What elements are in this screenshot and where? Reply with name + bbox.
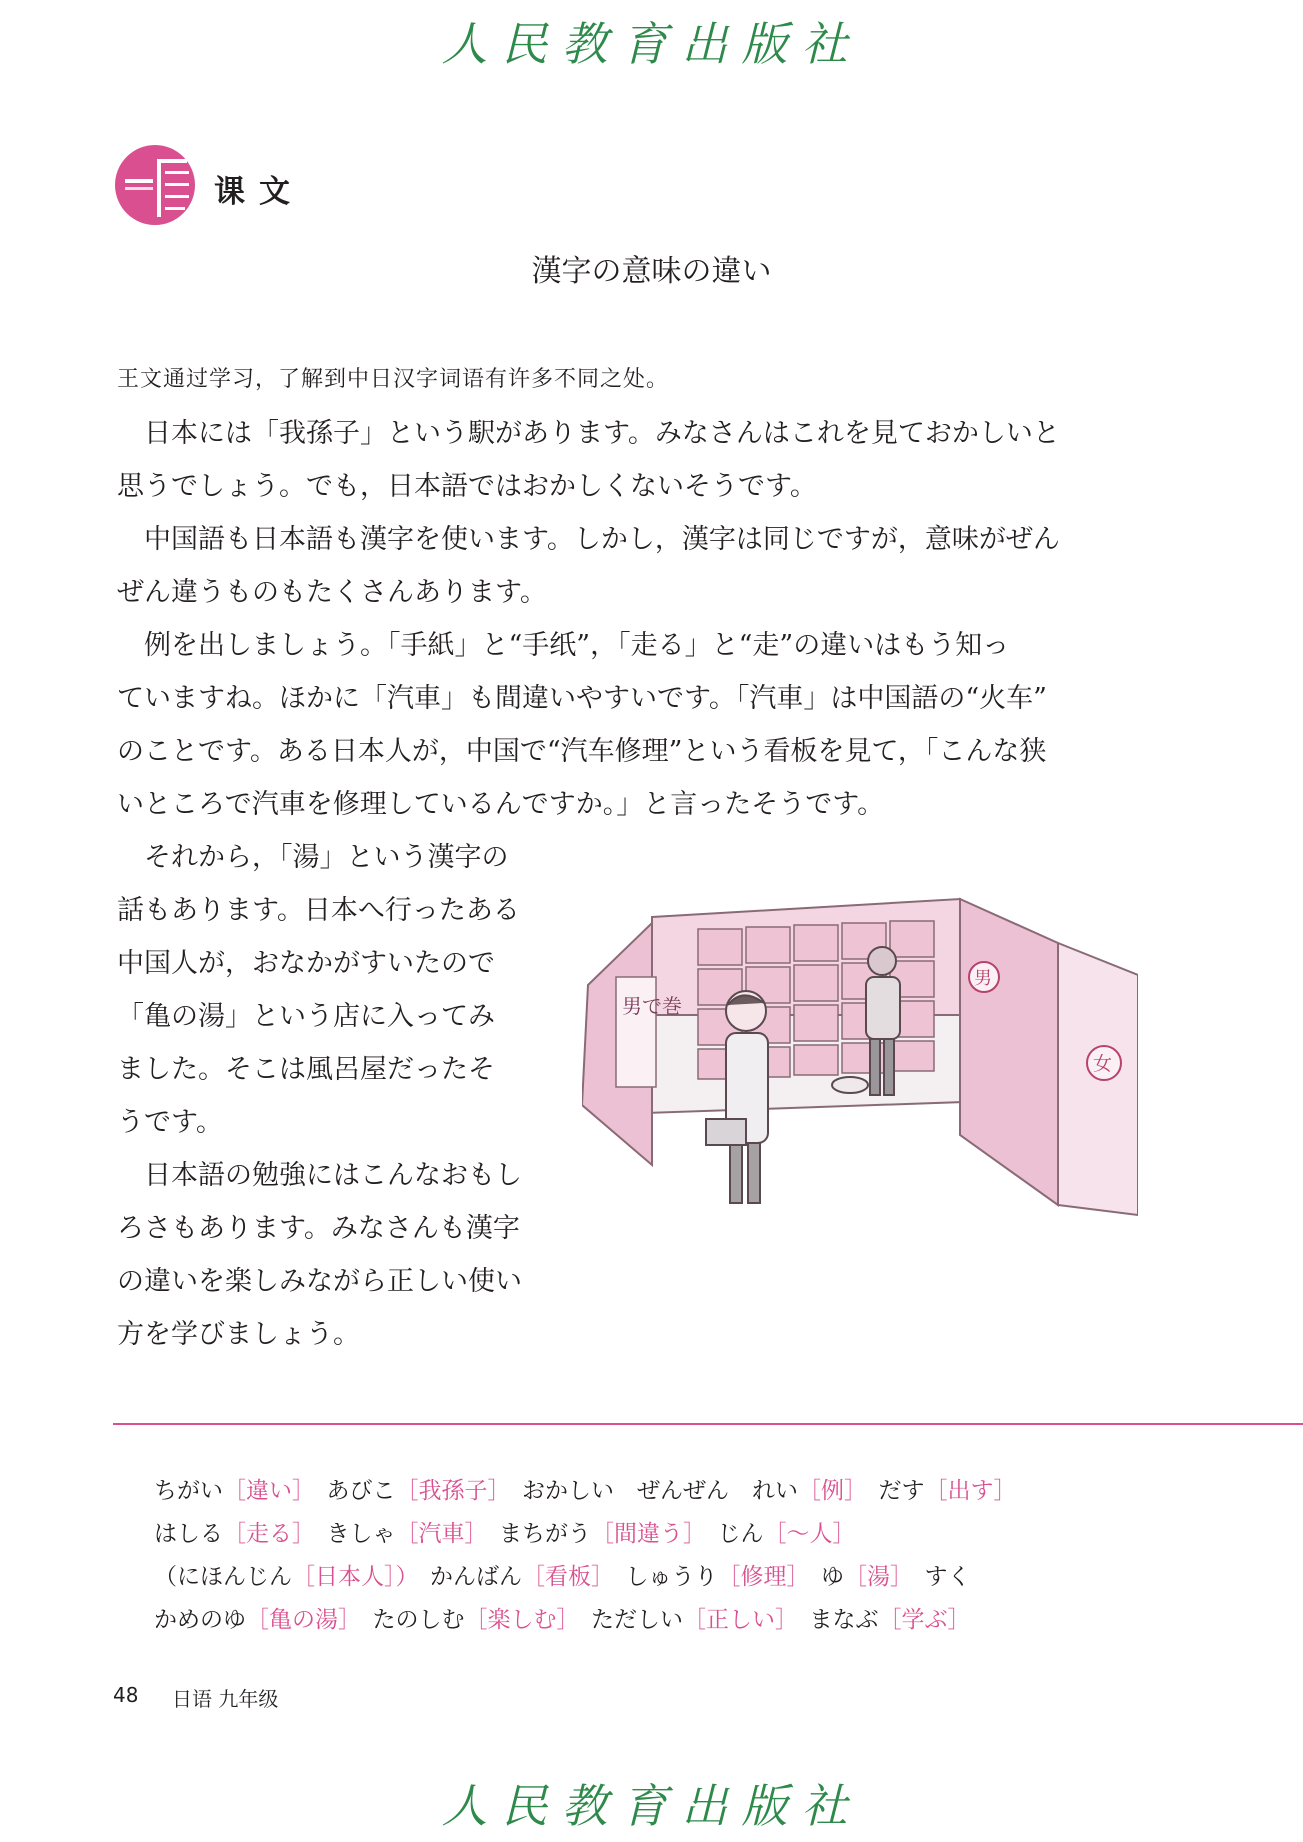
vocab-reading: まちがう	[499, 1521, 591, 1547]
vocab-kanji: ［走る］	[223, 1521, 304, 1547]
vocab-kanji: ［例］	[798, 1478, 856, 1504]
vocab-kanji: ［湯］	[844, 1564, 902, 1590]
vocab-row	[154, 1558, 971, 1591]
vocab-reading: ちがい	[154, 1478, 223, 1504]
vocab-row	[154, 1601, 971, 1634]
publisher-header: 人民教育出版社	[441, 17, 862, 71]
female-sign: 女	[1093, 1053, 1113, 1075]
text-line: 話もあります。日本へ行ったある	[117, 895, 520, 926]
vocab-kanji: ［学ぶ］	[878, 1607, 971, 1633]
lesson-title: 漢字の意味の違い	[531, 254, 772, 289]
text-line: 日本には「我孫子」という駅があります。みなさんはこれを見ておかしいと	[117, 418, 1060, 449]
text-line: のことです。ある日本人が，中国で“汽车修理”という看板を見て，「こんな狭	[117, 736, 1047, 767]
text-line: 中国人が，おなかがすいたので	[117, 948, 495, 979]
lesson-intro: 王文通过学习，了解到中日汉字词语有许多不同之处。	[117, 367, 670, 392]
page-number: 48	[113, 1683, 139, 1707]
vocab-reading: （にほんじん	[154, 1564, 292, 1590]
vocab-row	[154, 1515, 856, 1548]
publisher-footer: 人民教育出版社	[441, 1779, 862, 1833]
vocab-reading: しゅうり	[625, 1564, 718, 1590]
vocab-kanji: ［修理］	[717, 1564, 798, 1590]
vocab-kanji: ［我孫子］	[395, 1478, 499, 1504]
text-line: 「亀の湯」という店に入ってみ	[117, 1001, 495, 1032]
vocab-row	[154, 1472, 1017, 1505]
vocab-reading: じん	[717, 1521, 764, 1547]
vocab-reading: だす	[878, 1478, 925, 1504]
text-line: ていますね。ほかに「汽車」も間違いやすいです。「汽車」は中国語の“火车”	[117, 683, 1047, 714]
text-line: 日本語の勉強にはこんなおもし	[117, 1160, 522, 1191]
text-line: の違いを楽しみながら正しい使い	[117, 1266, 522, 1297]
vocab-kanji: ［～人］	[763, 1521, 856, 1547]
vocab-kanji: ［看板］	[522, 1564, 603, 1590]
vocab-kanji: ［正しい］	[683, 1607, 787, 1633]
vocab-reading: はしる	[154, 1521, 223, 1547]
text-line: 中国語も日本語も漢字を使います。しかし，漢字は同じですが，意味がぜん	[117, 524, 1060, 555]
vocab-reading: すく	[924, 1564, 971, 1590]
text-line: ました。そこは風呂屋だったそ	[117, 1054, 495, 1085]
sign-left-char-1: 男で巻	[622, 994, 682, 1018]
section-title: 课文	[214, 174, 304, 210]
text-line: いところで汽車を修理しているんですか。」と言ったそうです。	[117, 789, 885, 820]
vocab-kanji: ［出す］	[924, 1478, 1017, 1504]
book-title: 日语 九年级	[172, 1687, 279, 1711]
text-line: うです。	[117, 1107, 223, 1138]
text-line: それから，「湯」という漢字の	[117, 842, 509, 873]
bathhouse-illustration	[582, 865, 1138, 1229]
text-line: ぜん違うものもたくさんあります。	[117, 577, 547, 608]
vocab-kanji: ［日本人］）	[292, 1564, 407, 1590]
text-line: 思うでしょう。でも，日本語ではおかしくないそうです。	[117, 471, 817, 502]
vocab-reading: まなぶ	[809, 1607, 879, 1633]
vocab-divider	[113, 1423, 1303, 1425]
vocab-reading: れい	[752, 1478, 798, 1504]
text-line: ろさもあります。みなさんも漢字	[117, 1213, 520, 1244]
vocab-reading: かめのゆ	[154, 1607, 246, 1633]
vocab-reading: きしゃ	[326, 1521, 396, 1547]
vocab-reading: おかしい	[522, 1478, 614, 1504]
vocab-reading: かんばん	[430, 1564, 522, 1590]
vocab-kanji: ［亀の湯］	[246, 1607, 350, 1633]
vocab-kanji: ［違い］	[223, 1478, 304, 1504]
vocab-kanji: ［汽車］	[395, 1521, 476, 1547]
text-line: 方を学びましょう。	[117, 1319, 360, 1350]
vocab-reading: ゆ	[821, 1564, 844, 1590]
vocab-reading: ぜんぜん	[637, 1478, 729, 1504]
text-line: 例を出しましょう。「手紙」と“手纸”，「走る」と“走”の違いはもう知っ	[117, 630, 1010, 661]
vocab-reading: たのしむ	[372, 1607, 465, 1633]
vocab-kanji: ［間違う］	[591, 1521, 695, 1547]
lesson-text-icon	[113, 143, 197, 227]
vocab-kanji: ［楽しむ］	[464, 1607, 568, 1633]
male-sign: 男	[974, 968, 992, 989]
vocab-reading: あびこ	[326, 1478, 396, 1504]
vocab-reading: ただしい	[591, 1607, 683, 1633]
